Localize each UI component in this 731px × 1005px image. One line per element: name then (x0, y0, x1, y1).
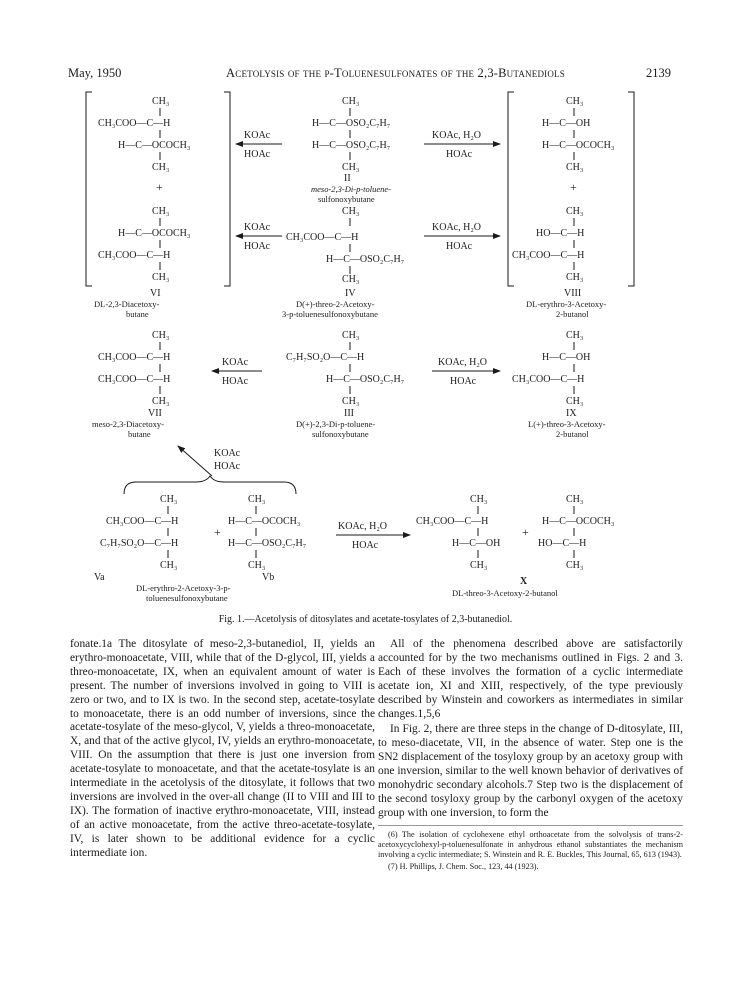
plus-sign: + (156, 180, 163, 194)
svg-text:HO—C—H: HO—C—H (538, 538, 587, 549)
name-ix-1: L(+)-threo-3-Acetoxy- (528, 419, 606, 429)
svg-text:CH₃: CH₃ (248, 560, 266, 571)
svg-text:CH₃: CH₃ (342, 274, 360, 285)
svg-text:CH₃: CH₃ (566, 162, 584, 173)
svg-text:CH₃: CH₃ (566, 206, 584, 217)
name-v-2: toluenesulfonoxybutane (146, 593, 228, 603)
svg-text:H—C—OSO₂C₇H₇: H—C—OSO₂C₇H₇ (312, 118, 391, 129)
footnote-7: (7) H. Phillips, J. Chem. Soc., 123, 44 (1923). (388, 861, 539, 871)
svg-text:CH₃COO—C—H: CH₃COO—C—H (512, 374, 585, 385)
label-iii: III (344, 408, 354, 419)
svg-text:CH₃: CH₃ (342, 96, 360, 107)
svg-text:CH₃: CH₃ (342, 330, 360, 341)
structure-x-right (538, 494, 614, 571)
brace-v (124, 476, 296, 494)
left-paragraph: fonate.1a The ditosylate of meso-2,3-butanediol, II, yields an erythro-monoacetate, VIII, while that of the D-glycol, III, yields a threo-monoacetate, IX, when an equivalent amount of water is present. The number of inversions involved in going to VIII is zero or two, and to IX is two. In the second step, acetate-tosylate to monoacetate, there is an odd number of inversions, since the acetate-tosylate of the meso-glycol, V, yields a threo-monoacetate, X, and that of the active glycol, IV, yields an erythro-monoacetate, VIII. On the assumption that there is just one inversion from acetate-tosylate to monoacetate, and that the acetate-tosylate is an intermediate in the acetolysis of the ditosylate, it follows that two inversions are involved in the over-all change (II to VIII and III to IX). The formation of inactive erythro-monoacetate, VIII, instead of an active monoacetate, from the active threo-acetate-tosylate, IV, is later shown to be additional evidence for a cyclic intermediate ion. (70, 638, 375, 859)
label-vb: Vb (262, 572, 275, 583)
footnote-6: (6) The isolation of cyclohexene ethyl orthoacetate from the solvolysis of trans-2-acetoxycyclohexyl-p-toluenesulfonate in anhydrous ethanol substantiates the mechanism involving a cyclic intermediate; S. Winstein and R. E. Buckles, This Journal, 65, 613 (1943). (378, 829, 683, 859)
structure-viii-bottom (512, 206, 584, 283)
name-vi-2: butane (126, 309, 149, 319)
svg-text:HOAc: HOAc (352, 540, 379, 551)
svg-text:H—C—OCOCH₃: H—C—OCOCH₃ (228, 516, 301, 527)
svg-text:CH₃: CH₃ (566, 272, 584, 283)
structure-vii (98, 330, 170, 407)
svg-text:+: + (214, 525, 221, 539)
svg-text:CH₃COO—C—H: CH₃COO—C—H (98, 118, 171, 129)
svg-text:+: + (570, 180, 577, 194)
name-v-1: DL-erythro-2-Acetoxy-3-p- (136, 583, 231, 593)
svg-text:CH₃: CH₃ (152, 206, 170, 217)
svg-text:H—C—OSO₂C₇H₇: H—C—OSO₂C₇H₇ (326, 374, 405, 385)
svg-text:CH₃: CH₃ (566, 396, 584, 407)
svg-text:CH₃COO—C—H: CH₃COO—C—H (286, 232, 359, 243)
structure-iv (286, 206, 404, 285)
svg-text:HOAc: HOAc (214, 461, 241, 472)
name-iv-2: 3-p-toluenesulfonoxybutane (282, 309, 378, 319)
svg-text:HOAc: HOAc (446, 149, 473, 160)
svg-text:CH₃: CH₃ (566, 330, 584, 341)
svg-text:C₇H₇SO₂O—C—H: C₇H₇SO₂O—C—H (100, 538, 179, 549)
svg-text:C₇H₇SO₂O—C—H: C₇H₇SO₂O—C—H (286, 352, 365, 363)
name-ii-1: meso-2,3-Di-p-toluene- (311, 184, 392, 194)
svg-text:H—C—OCOCH₃: H—C—OCOCH₃ (542, 516, 615, 527)
svg-text:KOAc: KOAc (222, 357, 249, 368)
label-vii: VII (148, 408, 162, 419)
name-ix-2: 2-butanol (556, 429, 589, 439)
header-title: Acetolysis of the p-Toluenesulfonates of the 2,3-Butanediols (226, 66, 565, 80)
svg-text:CH₃: CH₃ (566, 96, 584, 107)
svg-text:KOAc: KOAc (244, 222, 271, 233)
svg-text:H—C—OCOCH₃: H—C—OCOCH₃ (118, 140, 191, 151)
name-iii-2: sulfonoxybutane (312, 429, 369, 439)
svg-text:H—C—OSO₂C₇H₇: H—C—OSO₂C₇H₇ (326, 254, 405, 265)
svg-text:HOAc: HOAc (244, 149, 271, 160)
svg-text:H—C—OSO₂C₇H₇: H—C—OSO₂C₇H₇ (228, 538, 307, 549)
name-viii-2: 2-butanol (556, 309, 589, 319)
svg-text:KOAc, H₂O: KOAc, H₂O (338, 521, 388, 532)
svg-text:H—C—OH: H—C—OH (542, 352, 591, 363)
structure-vi-bottom (98, 206, 190, 283)
svg-text:H—C—OCOCH₃: H—C—OCOCH₃ (118, 228, 191, 239)
svg-text:CH₃: CH₃ (160, 560, 178, 571)
footnotes (378, 825, 683, 872)
svg-text:KOAc, H₂O: KOAc, H₂O (432, 222, 482, 233)
name-iii-1: D(+)-2,3-Di-p-toluene- (296, 419, 376, 429)
name-ii-2: sulfonoxybutane (318, 194, 375, 204)
name-viii-1: DL-erythro-3-Acetoxy- (526, 299, 607, 309)
label-vi: VI (150, 288, 161, 299)
label-va: Va (94, 572, 105, 583)
svg-text:CH₃COO—C—H: CH₃COO—C—H (416, 516, 489, 527)
svg-text:H—C—OSO₂C₇H₇: H—C—OSO₂C₇H₇ (312, 140, 391, 151)
svg-text:CH₃: CH₃ (566, 494, 584, 505)
svg-text:HOAc: HOAc (222, 376, 249, 387)
svg-text:CH₃: CH₃ (248, 494, 266, 505)
structure-x-left (416, 494, 500, 571)
svg-text:CH₃COO—C—H: CH₃COO—C—H (98, 352, 171, 363)
arrow-v-to-vii (178, 446, 212, 476)
svg-text:CH₃COO—C—H: CH₃COO—C—H (106, 516, 179, 527)
svg-text:KOAc, H₂O: KOAc, H₂O (432, 130, 482, 141)
svg-text:H—C—OCOCH₃: H—C—OCOCH₃ (542, 140, 615, 151)
svg-text:CH₃COO—C—H: CH₃COO—C—H (98, 374, 171, 385)
svg-text:HOAc: HOAc (450, 376, 477, 387)
svg-text:HOAc: HOAc (446, 241, 473, 252)
label-ii: II (344, 173, 351, 184)
structure-vb (228, 494, 306, 571)
svg-text:CH₃: CH₃ (470, 494, 488, 505)
left-column (70, 638, 375, 863)
header-page-number: 2139 (646, 66, 671, 80)
name-vi-1: DL-2,3-Diacetoxy- (94, 299, 160, 309)
structure-va (100, 494, 178, 571)
svg-text:CH₃: CH₃ (470, 560, 488, 571)
right-paragraph-2: In Fig. 2, there are three steps in the change of D-ditosylate, III, to meso-diacetate, VII, in the absence of water. Step one is the SN2 displacement of the tosyloxy group by an acetoxy group with one inversion, similar to the well known behavior of derivatives of monohydric secondary alcohols.7 Step two is the displacement of the second tosyloxy group by the carbonyl oxygen of the acetoxy group with one inversion, to form the (378, 723, 683, 819)
svg-text:CH₃: CH₃ (152, 272, 170, 283)
svg-text:CH₃: CH₃ (152, 330, 170, 341)
header-date: May, 1950 (68, 66, 122, 80)
svg-text:H—C—OH: H—C—OH (542, 118, 591, 129)
structure-ii (312, 96, 390, 173)
label-viii: VIII (564, 288, 582, 299)
svg-text:CH₃: CH₃ (152, 96, 170, 107)
svg-text:+: + (522, 525, 529, 539)
label-ix: IX (566, 408, 577, 419)
svg-text:KOAc, H₂O: KOAc, H₂O (438, 357, 488, 368)
structure-iii (286, 330, 404, 407)
svg-text:KOAc: KOAc (244, 130, 271, 141)
name-iv-1: D(+)-threo-2-Acetoxy- (296, 299, 375, 309)
name-vii-1: meso-2,3-Diacetoxy- (92, 419, 164, 429)
figure-caption: Fig. 1.—Acetolysis of ditosylates and acetate-tosylates of 2,3-butanediol. (218, 614, 513, 625)
svg-text:H—C—OH: H—C—OH (452, 538, 501, 549)
svg-text:CH₃: CH₃ (152, 162, 170, 173)
right-paragraph-1: All of the phenomena described above are satisfactorily accounted for by the two mechanisms outlined in Figs. 2 and 3. Each of these involves the formation of a cyclic intermediate acetate ion, XI and XIII, respectively, of the type previously described by Winstein and coworkers as intermediates in similar changes.1,5,6 (378, 638, 683, 720)
label-x: X (520, 576, 528, 587)
svg-text:CH₃: CH₃ (342, 206, 360, 217)
svg-text:CH₃COO—C—H: CH₃COO—C—H (512, 250, 585, 261)
svg-text:CH₃COO—C—H: CH₃COO—C—H (98, 250, 171, 261)
structure-ix (512, 330, 590, 407)
svg-text:CH₃: CH₃ (342, 162, 360, 173)
structure-viii-top (542, 96, 614, 173)
right-column (378, 638, 683, 874)
svg-text:CH₃: CH₃ (160, 494, 178, 505)
svg-text:CH₃: CH₃ (152, 396, 170, 407)
svg-text:CH₃: CH₃ (342, 396, 360, 407)
name-vii-2: butane (128, 429, 151, 439)
svg-text:KOAc: KOAc (214, 448, 241, 459)
svg-text:HO—C—H: HO—C—H (536, 228, 585, 239)
svg-text:CH₃: CH₃ (566, 560, 584, 571)
label-iv: IV (345, 288, 356, 299)
structure-vi-top (98, 96, 190, 173)
svg-text:HOAc: HOAc (244, 241, 271, 252)
name-x: DL-threo-3-Acetoxy-2-butanol (452, 588, 558, 598)
